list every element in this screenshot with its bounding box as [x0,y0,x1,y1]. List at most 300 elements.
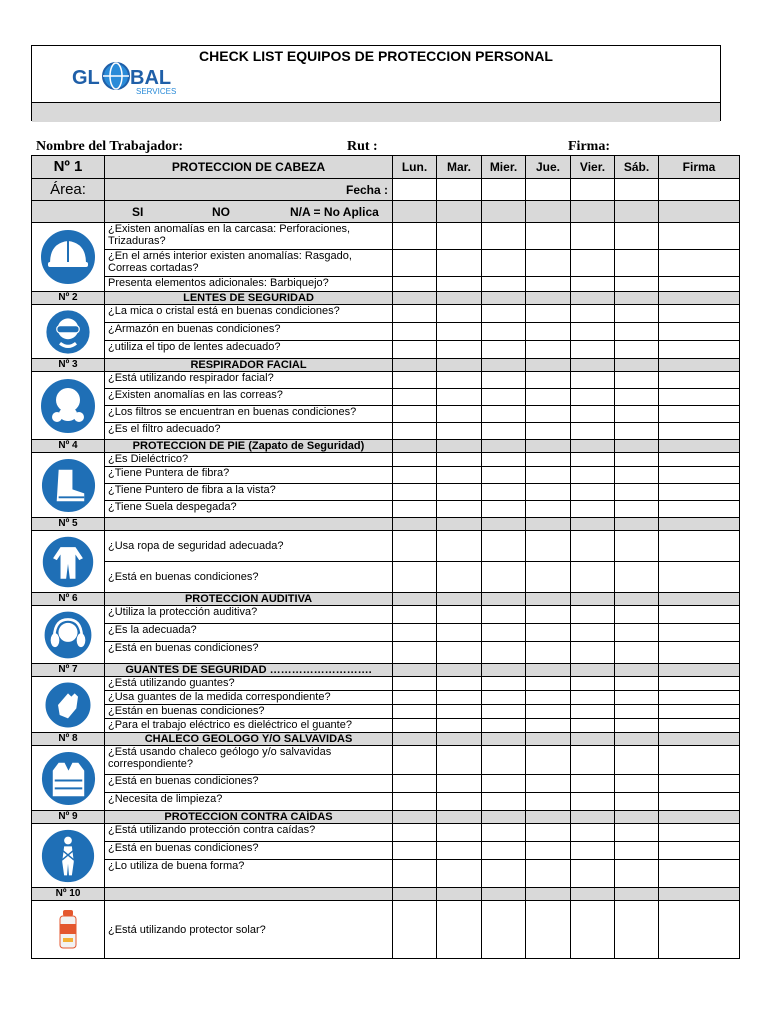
check-cell[interactable] [482,775,526,793]
check-cell[interactable] [615,606,659,624]
check-cell[interactable] [393,501,437,518]
check-cell[interactable] [482,860,526,888]
check-cell[interactable] [659,811,740,824]
check-cell[interactable] [393,811,437,824]
check-cell[interactable] [482,842,526,860]
check-cell[interactable] [571,705,615,719]
check-cell[interactable] [659,484,740,501]
check-cell[interactable] [437,746,482,775]
check-cell[interactable] [437,423,482,440]
question-row [32,677,740,691]
check-cell[interactable] [659,341,740,359]
check-cell[interactable] [659,746,740,775]
check-cell[interactable] [659,518,740,531]
check-cell[interactable] [571,341,615,359]
check-cell[interactable] [393,606,437,624]
check-cell[interactable] [526,824,571,842]
check-cell[interactable] [659,719,740,733]
check-cell[interactable] [526,223,571,250]
check-cell[interactable] [437,811,482,824]
check-cell[interactable] [615,842,659,860]
check-cell[interactable] [615,860,659,888]
question-text: ¿Están en buenas condiciones? [105,705,393,719]
check-cell[interactable] [571,201,615,223]
check-cell[interactable] [615,406,659,423]
check-cell[interactable] [482,406,526,423]
check-cell[interactable] [659,277,740,292]
check-cell[interactable] [659,606,740,624]
check-cell[interactable] [437,624,482,642]
check-cell[interactable] [526,860,571,888]
check-cell[interactable] [615,518,659,531]
icon-cell [32,453,105,518]
check-cell[interactable] [571,292,615,305]
check-cell[interactable] [615,453,659,467]
check-cell[interactable] [615,179,659,201]
check-cell[interactable] [659,467,740,484]
check-cell[interactable] [437,179,482,201]
check-cell[interactable] [615,323,659,341]
check-cell[interactable] [526,359,571,372]
check-cell[interactable] [526,305,571,323]
check-cell[interactable] [659,793,740,811]
check-cell[interactable] [482,518,526,531]
check-cell[interactable] [615,223,659,250]
check-cell[interactable] [437,372,482,389]
check-cell[interactable] [393,531,437,562]
check-cell[interactable] [526,250,571,277]
check-cell[interactable] [437,901,482,959]
check-cell[interactable] [526,901,571,959]
check-cell[interactable] [393,250,437,277]
check-cell[interactable] [393,824,437,842]
check-cell[interactable] [526,593,571,606]
check-cell[interactable] [659,372,740,389]
check-cell[interactable] [526,531,571,562]
check-cell[interactable] [659,824,740,842]
check-cell[interactable] [659,501,740,518]
check-cell[interactable] [615,440,659,453]
check-cell[interactable] [393,775,437,793]
check-cell[interactable] [659,440,740,453]
check-cell[interactable] [615,277,659,292]
check-cell[interactable] [393,277,437,292]
check-cell[interactable] [615,824,659,842]
check-cell[interactable] [482,824,526,842]
check-cell[interactable] [571,793,615,811]
check-cell[interactable] [615,250,659,277]
check-cell[interactable] [393,223,437,250]
check-cell[interactable] [571,860,615,888]
check-cell[interactable] [482,733,526,746]
check-cell[interactable] [571,250,615,277]
check-cell[interactable] [571,901,615,959]
check-cell[interactable] [526,705,571,719]
check-cell[interactable] [393,440,437,453]
check-cell[interactable] [482,691,526,705]
sunscreen-icon [32,910,104,950]
check-cell[interactable] [393,642,437,664]
check-cell[interactable] [437,705,482,719]
legend-row [32,201,740,223]
check-cell[interactable] [659,677,740,691]
check-cell[interactable] [615,593,659,606]
check-cell[interactable] [571,624,615,642]
check-cell[interactable] [659,888,740,901]
check-cell[interactable] [437,733,482,746]
check-cell[interactable] [659,664,740,677]
check-cell[interactable] [659,201,740,223]
check-cell[interactable] [437,389,482,406]
check-cell[interactable] [482,531,526,562]
check-cell[interactable] [437,531,482,562]
check-cell[interactable] [659,389,740,406]
check-cell[interactable] [615,677,659,691]
check-cell[interactable] [482,593,526,606]
check-cell[interactable] [615,467,659,484]
check-cell[interactable] [482,179,526,201]
check-cell[interactable] [615,531,659,562]
check-cell[interactable] [526,277,571,292]
check-cell[interactable] [393,746,437,775]
check-cell[interactable] [526,292,571,305]
check-cell[interactable] [393,733,437,746]
check-cell[interactable] [571,842,615,860]
check-cell[interactable] [659,860,740,888]
check-cell[interactable] [482,389,526,406]
check-cell[interactable] [659,292,740,305]
check-cell[interactable] [659,901,740,959]
check-cell[interactable] [437,793,482,811]
check-cell[interactable] [615,389,659,406]
check-cell[interactable] [437,292,482,305]
question-text: Presenta elementos adicionales: Barbiquejo? [105,277,393,292]
check-cell[interactable] [437,677,482,691]
check-cell[interactable] [571,305,615,323]
check-cell[interactable] [393,860,437,888]
check-cell[interactable] [482,705,526,719]
check-cell[interactable] [571,501,615,518]
check-cell[interactable] [482,501,526,518]
check-cell[interactable] [482,746,526,775]
check-cell[interactable] [437,341,482,359]
check-cell[interactable] [437,824,482,842]
check-cell[interactable] [615,775,659,793]
check-cell[interactable] [482,484,526,501]
check-cell[interactable] [571,372,615,389]
check-cell[interactable] [482,562,526,593]
check-cell[interactable] [571,277,615,292]
check-cell[interactable] [526,719,571,733]
check-cell[interactable] [393,842,437,860]
check-cell[interactable] [526,733,571,746]
check-cell[interactable] [393,624,437,642]
check-cell[interactable] [659,531,740,562]
check-cell[interactable] [482,292,526,305]
check-cell[interactable] [615,562,659,593]
check-cell[interactable] [393,323,437,341]
check-cell[interactable] [393,562,437,593]
check-cell[interactable] [615,292,659,305]
check-cell[interactable] [482,359,526,372]
check-cell[interactable] [659,562,740,593]
check-cell[interactable] [571,440,615,453]
check-cell[interactable] [615,372,659,389]
check-cell[interactable] [526,323,571,341]
check-cell[interactable] [615,341,659,359]
check-cell[interactable] [526,606,571,624]
check-cell[interactable] [615,423,659,440]
check-cell[interactable] [393,705,437,719]
check-cell[interactable] [482,606,526,624]
check-cell[interactable] [437,642,482,664]
check-cell[interactable] [615,359,659,372]
check-cell[interactable] [393,901,437,959]
check-cell[interactable] [393,453,437,467]
check-cell[interactable] [615,201,659,223]
check-cell[interactable] [393,389,437,406]
check-cell[interactable] [393,179,437,201]
section-header-row [32,518,740,531]
check-cell[interactable] [482,664,526,677]
check-cell[interactable] [659,250,740,277]
check-cell[interactable] [393,406,437,423]
check-cell[interactable] [526,842,571,860]
check-cell[interactable] [526,642,571,664]
check-cell[interactable] [659,775,740,793]
check-cell[interactable] [482,305,526,323]
check-cell[interactable] [437,860,482,888]
check-cell[interactable] [393,691,437,705]
check-cell[interactable] [659,691,740,705]
check-cell[interactable] [659,423,740,440]
check-cell[interactable] [437,223,482,250]
check-cell[interactable] [571,389,615,406]
check-cell[interactable] [526,746,571,775]
check-cell[interactable] [437,277,482,292]
check-cell[interactable] [437,562,482,593]
check-cell[interactable] [659,733,740,746]
check-cell[interactable] [437,201,482,223]
check-cell[interactable] [615,811,659,824]
check-cell[interactable] [437,440,482,453]
check-cell[interactable] [437,719,482,733]
question-row [32,406,740,423]
check-cell[interactable] [482,719,526,733]
check-cell[interactable] [526,793,571,811]
check-cell[interactable] [437,664,482,677]
check-cell[interactable] [393,593,437,606]
check-cell[interactable] [437,691,482,705]
check-cell[interactable] [482,201,526,223]
check-cell[interactable] [482,250,526,277]
check-cell[interactable] [571,593,615,606]
check-cell[interactable] [437,593,482,606]
check-cell[interactable] [571,323,615,341]
check-cell[interactable] [659,223,740,250]
check-cell[interactable] [437,359,482,372]
check-cell[interactable] [659,453,740,467]
question-row [32,223,740,250]
check-cell[interactable] [659,593,740,606]
check-cell[interactable] [437,775,482,793]
check-cell[interactable] [571,453,615,467]
check-cell[interactable] [482,341,526,359]
check-cell[interactable] [526,811,571,824]
check-cell[interactable] [571,888,615,901]
check-cell[interactable] [571,719,615,733]
check-cell[interactable] [482,277,526,292]
check-cell[interactable] [615,719,659,733]
check-cell[interactable] [659,624,740,642]
check-cell[interactable] [571,179,615,201]
check-cell[interactable] [571,406,615,423]
check-cell[interactable] [482,642,526,664]
check-cell[interactable] [526,372,571,389]
check-cell[interactable] [482,453,526,467]
check-cell[interactable] [482,677,526,691]
check-cell[interactable] [526,518,571,531]
check-cell[interactable] [615,664,659,677]
check-cell[interactable] [482,440,526,453]
check-cell[interactable] [526,624,571,642]
check-cell[interactable] [393,305,437,323]
check-cell[interactable] [526,341,571,359]
check-cell[interactable] [393,341,437,359]
check-cell[interactable] [526,484,571,501]
check-cell[interactable] [615,733,659,746]
check-cell[interactable] [393,372,437,389]
check-cell[interactable] [571,664,615,677]
check-cell[interactable] [659,179,740,201]
check-cell[interactable] [482,423,526,440]
check-cell[interactable] [526,775,571,793]
check-cell[interactable] [482,467,526,484]
check-cell[interactable] [615,691,659,705]
check-cell[interactable] [393,677,437,691]
check-cell[interactable] [482,372,526,389]
check-cell[interactable] [615,624,659,642]
check-cell[interactable] [571,746,615,775]
check-cell[interactable] [615,305,659,323]
check-cell[interactable] [659,842,740,860]
check-cell[interactable] [393,201,437,223]
check-cell[interactable] [393,423,437,440]
check-cell[interactable] [393,518,437,531]
check-cell[interactable] [526,440,571,453]
check-cell[interactable] [393,484,437,501]
check-cell[interactable] [615,888,659,901]
check-cell[interactable] [526,389,571,406]
check-cell[interactable] [659,406,740,423]
check-cell[interactable] [526,664,571,677]
check-cell[interactable] [526,562,571,593]
check-cell[interactable] [615,746,659,775]
check-cell[interactable] [571,562,615,593]
check-cell[interactable] [571,775,615,793]
check-cell[interactable] [482,811,526,824]
question-text: ¿La mica o cristal está en buenas condiciones? [105,305,393,323]
check-cell[interactable] [659,359,740,372]
check-cell[interactable] [526,888,571,901]
check-cell[interactable] [615,642,659,664]
check-cell[interactable] [615,901,659,959]
check-cell[interactable] [571,824,615,842]
check-cell[interactable] [437,606,482,624]
check-cell[interactable] [437,501,482,518]
check-cell[interactable] [615,793,659,811]
check-cell[interactable] [659,323,740,341]
check-cell[interactable] [393,292,437,305]
check-cell[interactable] [526,201,571,223]
check-cell[interactable] [482,793,526,811]
check-cell[interactable] [437,305,482,323]
check-cell[interactable] [393,888,437,901]
check-cell[interactable] [482,223,526,250]
check-cell[interactable] [571,484,615,501]
check-cell[interactable] [659,642,740,664]
check-cell[interactable] [615,501,659,518]
check-cell[interactable] [615,705,659,719]
checklist-table [31,155,740,959]
check-cell[interactable] [571,467,615,484]
check-cell[interactable] [393,359,437,372]
check-cell[interactable] [393,793,437,811]
check-cell[interactable] [437,250,482,277]
check-cell[interactable] [437,518,482,531]
check-cell[interactable] [482,624,526,642]
check-cell[interactable] [571,677,615,691]
check-cell[interactable] [615,484,659,501]
check-cell[interactable] [526,406,571,423]
check-cell[interactable] [659,305,740,323]
check-cell[interactable] [437,467,482,484]
check-cell[interactable] [571,518,615,531]
check-cell[interactable] [526,467,571,484]
check-cell[interactable] [526,423,571,440]
check-cell[interactable] [526,179,571,201]
check-cell[interactable] [526,691,571,705]
check-cell[interactable] [393,664,437,677]
check-cell[interactable] [482,323,526,341]
check-cell[interactable] [571,223,615,250]
check-cell[interactable] [393,467,437,484]
check-cell[interactable] [571,359,615,372]
check-cell[interactable] [526,677,571,691]
check-cell[interactable] [482,901,526,959]
section-title: RESPIRADOR FACIAL [105,359,393,372]
check-cell[interactable] [437,888,482,901]
check-cell[interactable] [526,501,571,518]
check-cell[interactable] [571,642,615,664]
check-cell[interactable] [571,423,615,440]
check-cell[interactable] [659,705,740,719]
check-cell[interactable] [571,733,615,746]
check-cell[interactable] [437,842,482,860]
check-cell[interactable] [571,531,615,562]
check-cell[interactable] [526,453,571,467]
check-cell[interactable] [393,719,437,733]
check-cell[interactable] [482,888,526,901]
check-cell[interactable] [437,453,482,467]
check-cell[interactable] [437,323,482,341]
check-cell[interactable] [437,484,482,501]
check-cell[interactable] [571,606,615,624]
check-cell[interactable] [437,406,482,423]
check-cell[interactable] [571,691,615,705]
check-cell[interactable] [571,811,615,824]
legend-cell [105,201,393,223]
